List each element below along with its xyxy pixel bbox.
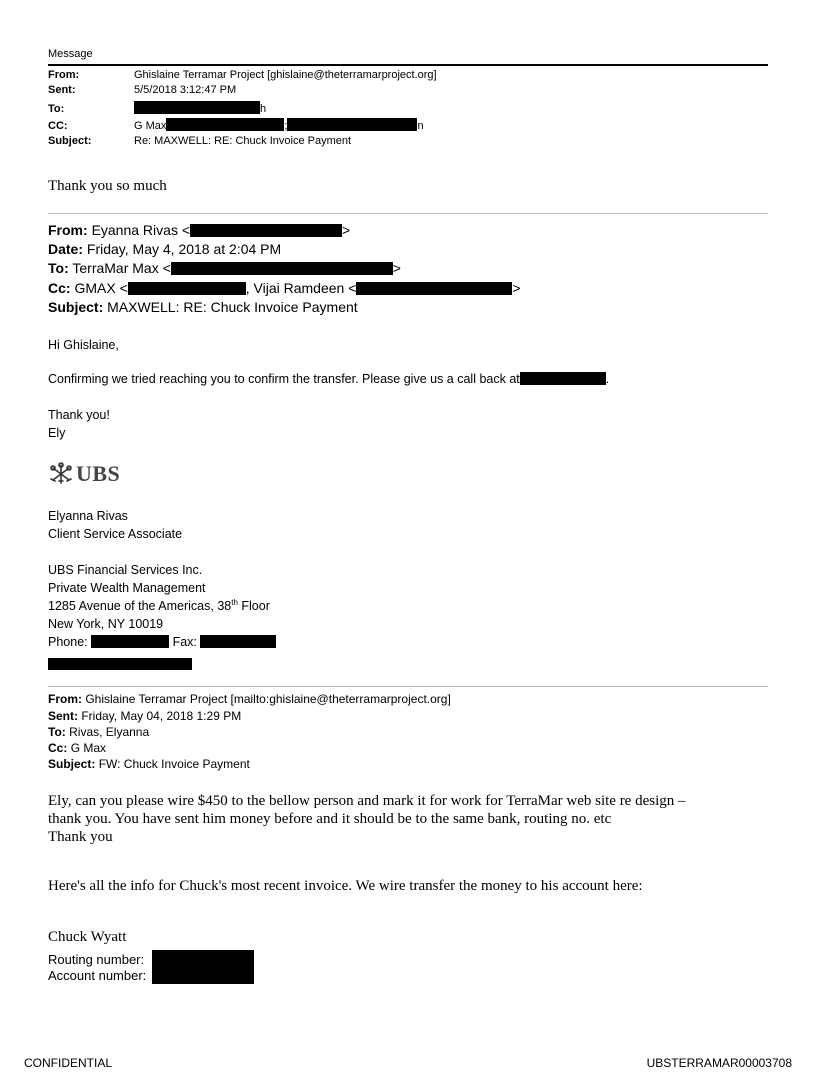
fw1-cc-name1: GMAX < [74,280,128,296]
fw2-from-key: From: [48,692,82,706]
header-cc-key: CC: [48,120,68,132]
fw2-cc-row [48,741,106,756]
keys-logo-icon [48,462,74,486]
fw1-greeting: Hi Ghislaine, [48,338,119,352]
fw2-info-line: Here's all the info for Chuck's most recent invoice. We wire transfer the money to his account here: [48,878,643,894]
fw1-date-row [48,240,281,258]
fw1-from-close: > [342,222,351,238]
fw2-from-value: Ghislaine Terramar Project [mailto:ghislaine@theterramarproject.org] [85,692,451,706]
redaction-box [166,118,284,131]
fw1-date-key: Date: [48,241,84,257]
redaction-box [520,372,606,385]
header-cc-row [48,118,424,131]
sig-address-sup: th [231,597,238,607]
header-cc-prefix: G Max [134,120,167,132]
fw2-from-row [48,692,451,707]
fw1-body-row [48,371,609,388]
fw2-body-line3: Thank you [48,829,113,845]
redaction-box [91,635,169,648]
sig-address-post: Floor [237,599,270,613]
redaction-box [200,635,276,648]
fw1-date-value: Friday, May 4, 2018 at 2:04 PM [86,241,282,257]
sig-title: Client Service Associate [48,527,183,541]
fw2-routing-label: Routing number: [48,952,145,967]
fw1-from-key: From: [48,222,88,238]
fw1-body: Confirming we tried reaching you to confirm the transfer. Please give us a call back at [48,372,520,386]
fw1-from-name: Eyanna Rivas < [91,222,191,238]
redaction-box [287,118,417,131]
header-cc-sep: ; [284,120,288,132]
fw1-from-row [48,221,350,239]
fw2-subject-value: FW: Chuck Invoice Payment [98,757,250,771]
header-from-row [48,69,437,82]
sig-address-pre: 1285 Avenue of the Americas, 38 [48,599,232,613]
footer-confidential: CONFIDENTIAL [24,1056,113,1070]
fw1-cc-close: > [512,280,521,296]
fw2-body-line2: thank you. You have sent him money before and it should be to the same bank, routing no. etc [48,811,612,827]
fw2-sent-value: Friday, May 04, 2018 1:29 PM [81,709,242,723]
fw1-to-key: To: [48,260,69,276]
logo-text: UBS [76,461,121,486]
header-sent-row [48,84,236,97]
fw1-cc-row [48,279,521,297]
redaction-box [152,950,254,984]
reply-text: Thank you so much [48,178,167,194]
fw2-sent-key: Sent: [48,709,78,723]
header-to-key: To: [48,103,65,115]
fw1-body-end: . [605,372,610,386]
sig-phone-row [48,633,276,651]
fw1-subject-key: Subject: [48,299,104,315]
fw1-cc-key: Cc: [48,280,71,296]
fw1-thanks: Thank you! [48,408,110,422]
sig-division: Private Wealth Management [48,581,206,595]
header-sent-key: Sent: [48,84,76,96]
header-to-row [48,101,266,114]
sig-name: Elyanna Rivas [48,509,128,523]
fw2-to-value: Rivas, Elyanna [69,725,150,739]
header-from-value: Ghislaine Terramar Project [ghislaine@theterramarproject.org] [134,69,437,81]
fw1-to-name: TerraMar Max < [72,260,171,276]
fw2-to-row [48,725,149,740]
sig-fax-label: Fax: [172,635,197,649]
sig-company: UBS Financial Services Inc. [48,563,203,577]
sig-email-row [48,655,192,673]
divider [48,213,768,214]
header-divider [48,64,768,66]
header-subject-key: Subject: [48,135,92,147]
fw2-cc-key: Cc: [48,741,68,755]
redaction-box [356,282,512,295]
header-subject-value: Re: MAXWELL: RE: Chuck Invoice Payment [134,135,352,147]
header-to-suffix: h [260,103,267,115]
fw2-subject-row [48,757,250,772]
fw2-cc-value: G Max [70,741,107,755]
fw2-account-label: Account number: [48,968,147,983]
footer-bates-number: UBSTERRAMAR00003708 [646,1056,792,1070]
header-from-key: From: [48,69,80,81]
divider [48,686,768,687]
fw1-subject-value: MAXWELL: RE: Chuck Invoice Payment [107,299,358,315]
message-label: Message [48,48,93,60]
sig-city: New York, NY 10019 [48,617,164,631]
fw1-cc-mid: , Vijai Ramdeen < [245,280,357,296]
redaction-box [190,224,342,237]
redaction-box [171,262,393,275]
fw2-to-key: To: [48,725,66,739]
header-cc-suffix: n [417,120,424,132]
ubs-logo [48,461,120,487]
sig-address [48,597,270,615]
fw2-subject-key: Subject: [48,757,96,771]
fw2-sent-row [48,709,241,724]
fw2-payee: Chuck Wyatt [48,929,127,945]
redaction-box [48,658,192,670]
redaction-box [134,101,260,114]
header-subject-row [48,135,351,148]
fw1-to-close: > [392,260,401,276]
fw1-signoff: Ely [48,426,66,440]
sig-phone-label: Phone: [48,635,88,649]
fw2-body-line1: Ely, can you please wire $450 to the bellow person and mark it for work for TerraMar web site re design – [48,793,686,809]
header-sent-value: 5/5/2018 3:12:47 PM [134,84,237,96]
fw1-subject-row [48,298,358,316]
fw1-to-row [48,259,401,277]
redaction-box [128,282,246,295]
